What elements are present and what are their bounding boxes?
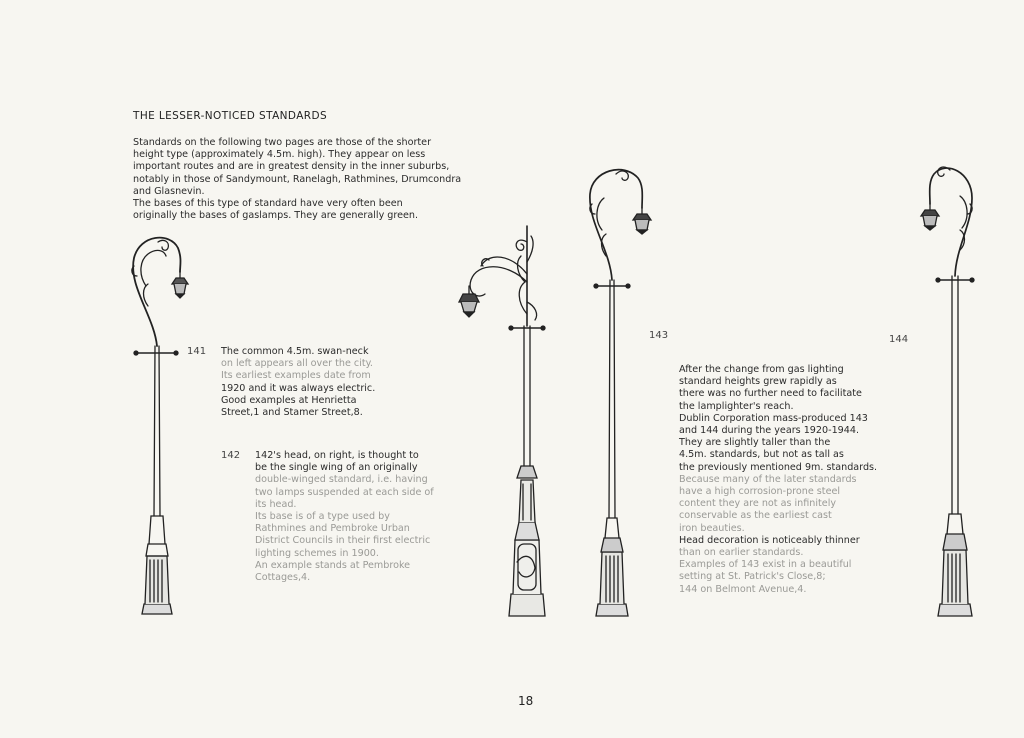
caption-line: Its earliest examples date from bbox=[221, 370, 371, 382]
caption-line: Head decoration is noticeably thinner bbox=[679, 534, 860, 546]
caption-line: conservable as the earliest cast bbox=[679, 510, 832, 522]
page-heading: THE LESSER-NOTICED STANDARDS bbox=[133, 110, 328, 122]
caption-142 bbox=[255, 450, 434, 584]
caption-line: be the single wing of an originally bbox=[255, 462, 418, 474]
caption-line: 1920 and it was always electric. bbox=[221, 382, 376, 394]
intro-line: notably in those of Sandymount, Ranelagh, Rathmines, Drumcondra bbox=[133, 173, 462, 185]
caption-line: Cottages,4. bbox=[255, 572, 311, 584]
figure-number-144: 144 bbox=[889, 334, 909, 345]
caption-141 bbox=[221, 346, 375, 419]
caption-line: Because many of the later standards bbox=[679, 473, 857, 485]
caption-line: District Councils in their first electric bbox=[255, 535, 431, 547]
caption-line: 142's head, on right, is thought to bbox=[255, 450, 419, 461]
caption-line: After the change from gas lighting bbox=[679, 364, 844, 375]
caption-line: Street,1 and Stamer Street,8. bbox=[221, 407, 363, 419]
caption-line: lighting schemes in 1900. bbox=[255, 547, 379, 559]
caption-line: the previously mentioned 9m. standards. bbox=[679, 461, 878, 473]
caption-line: Dublin Corporation mass-produced 143 bbox=[679, 412, 868, 424]
caption-line: two lamps suspended at each side of bbox=[255, 486, 434, 498]
intro-line: Standards on the following two pages are those of the shorter bbox=[133, 137, 432, 148]
caption-line: and 144 during the years 1920-1944. bbox=[679, 425, 860, 437]
caption-line: setting at St. Patrick's Close,8; bbox=[679, 571, 826, 583]
caption-line: content they are not as infinitely bbox=[679, 498, 837, 510]
caption-line: standard heights grew rapidly as bbox=[679, 376, 837, 388]
lamp-143-illustration bbox=[580, 160, 670, 620]
caption-line: Its base is of a type used by bbox=[255, 511, 390, 523]
caption-line: Rathmines and Pembroke Urban bbox=[255, 523, 410, 535]
caption-line: The common 4.5m. swan-neck bbox=[221, 346, 369, 357]
caption-line: Examples of 143 exist in a beautiful bbox=[679, 559, 852, 571]
caption-line: there was no further need to facilitate bbox=[679, 388, 862, 400]
lamp-142-illustration bbox=[455, 222, 565, 620]
figure-number-141: 141 bbox=[187, 346, 207, 357]
intro-line: The bases of this type of standard have very often been bbox=[133, 198, 403, 210]
caption-line: 144 on Belmont Avenue,4. bbox=[679, 583, 807, 595]
intro-paragraph bbox=[133, 137, 533, 222]
caption-line: An example stands at Pembroke bbox=[255, 559, 411, 571]
caption-line: the lamplighter's reach. bbox=[679, 400, 794, 412]
caption-143-144 bbox=[679, 364, 877, 596]
caption-line: than on earlier standards. bbox=[679, 547, 804, 559]
figure-number-142: 142 bbox=[221, 450, 241, 461]
caption-line: 4.5m. standards, but not as tall as bbox=[679, 449, 844, 461]
caption-line: iron beauties. bbox=[679, 522, 745, 534]
caption-line: on left appears all over the city. bbox=[221, 358, 373, 370]
lamp-141-illustration bbox=[118, 226, 208, 618]
caption-line: have a high corrosion-prone steel bbox=[679, 486, 841, 498]
caption-line: They are slightly taller than the bbox=[679, 437, 831, 449]
caption-line: its head. bbox=[255, 498, 297, 510]
intro-line: and Glasnevin. bbox=[133, 185, 205, 197]
caption-line: double-winged standard, i.e. having bbox=[255, 474, 428, 486]
caption-line: Good examples at Henrietta bbox=[221, 394, 357, 406]
figure-number-143: 143 bbox=[649, 330, 669, 341]
intro-line: height type (approximately 4.5m. high). They appear on less bbox=[133, 149, 426, 161]
page-number: 18 bbox=[518, 694, 534, 708]
intro-line: originally the bases of gaslamps. They are generally green. bbox=[133, 210, 419, 222]
lamp-144-illustration bbox=[906, 158, 996, 620]
intro-line: important routes and are in greatest density in the inner suburbs, bbox=[133, 161, 450, 173]
